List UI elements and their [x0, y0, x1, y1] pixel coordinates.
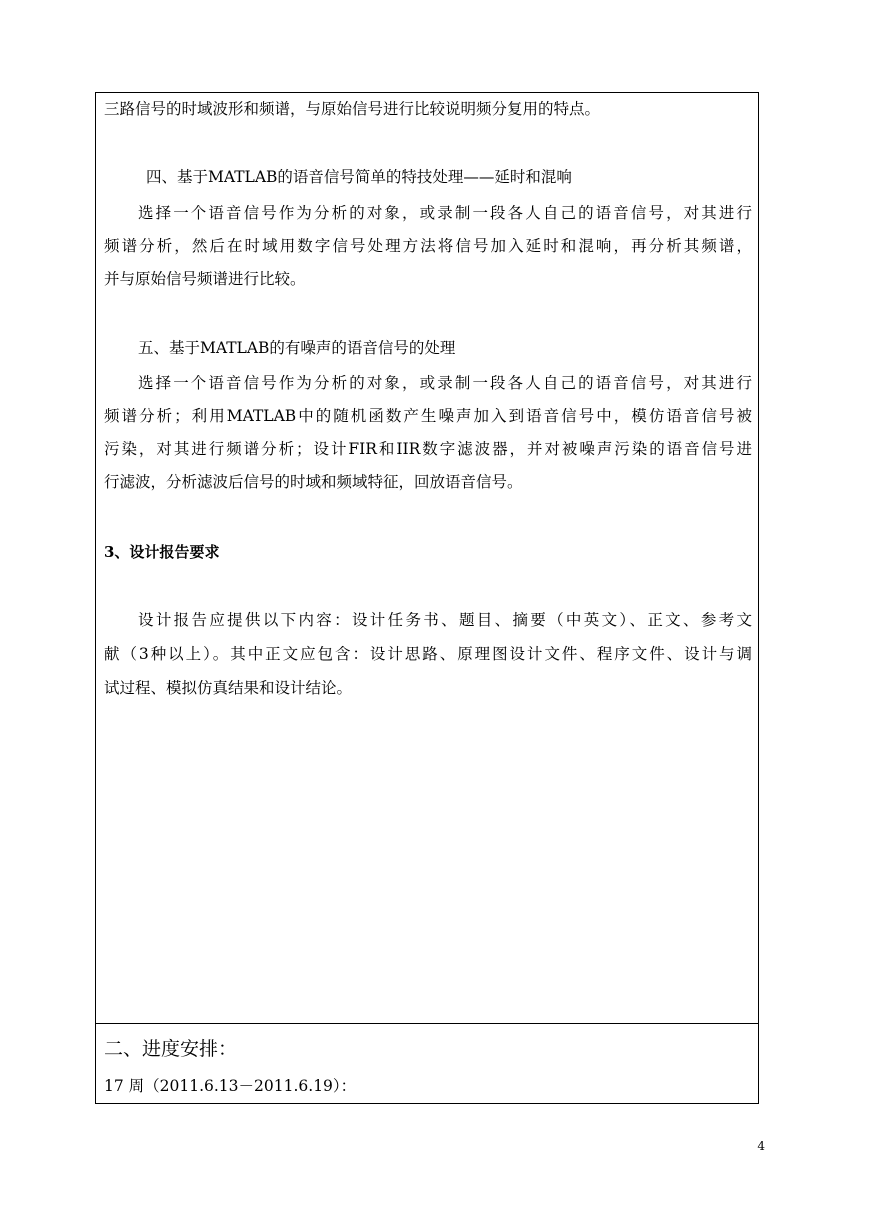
section5-line: 行滤波，分析滤波后信号的时域和频域特征，回放语音信号。: [104, 473, 523, 491]
section5-line: 污染，对其进行频谱分析；设计FIR和IIR数字滤波器，并对被噪声污染的语音信号进: [104, 440, 752, 458]
section4-title: 四、基于MATLAB的语音信号简单的特技处理——延时和混响: [146, 168, 572, 186]
section5-line: 频谱分析；利用MATLAB中的随机函数产生噪声加入到语音信号中，模仿语音信号被: [104, 407, 752, 425]
section5-title: 五、基于MATLAB的有噪声的语音信号的处理: [138, 339, 456, 357]
schedule-heading: 二、进度安排：: [104, 1038, 238, 1060]
report-line: 设计报告应提供以下内容：设计任务书、题目、摘要（中英文）、正文、参考文: [138, 611, 752, 629]
section4-line: 并与原始信号频谱进行比较。: [104, 270, 306, 288]
report-line: 试过程、模拟仿真结果和设计结论。: [104, 679, 353, 697]
section4-line: 频谱分析，然后在时域用数字信号处理方法将信号加入延时和混响，再分析其频谱，: [104, 237, 752, 255]
section4-line: 选择一个语音信号作为分析的对象，或录制一段各人自己的语音信号，对其进行: [138, 204, 752, 222]
page-number: 4: [757, 1139, 765, 1153]
schedule-week-line: 17 周（2011.6.13－2011.6.19）：: [104, 1077, 357, 1095]
report-heading: 3、设计报告要求: [104, 543, 220, 561]
report-line: 献（3种以上）。其中正文应包含：设计思路、原理图设计文件、程序文件、设计与调: [104, 645, 752, 663]
intro-tail-line: 三路信号的时域波形和频谱，与原始信号进行比较说明频分复用的特点。: [104, 100, 601, 118]
table-row-divider: [95, 1023, 759, 1024]
section5-line: 选择一个语音信号作为分析的对象，或录制一段各人自己的语音信号，对其进行: [138, 374, 752, 392]
